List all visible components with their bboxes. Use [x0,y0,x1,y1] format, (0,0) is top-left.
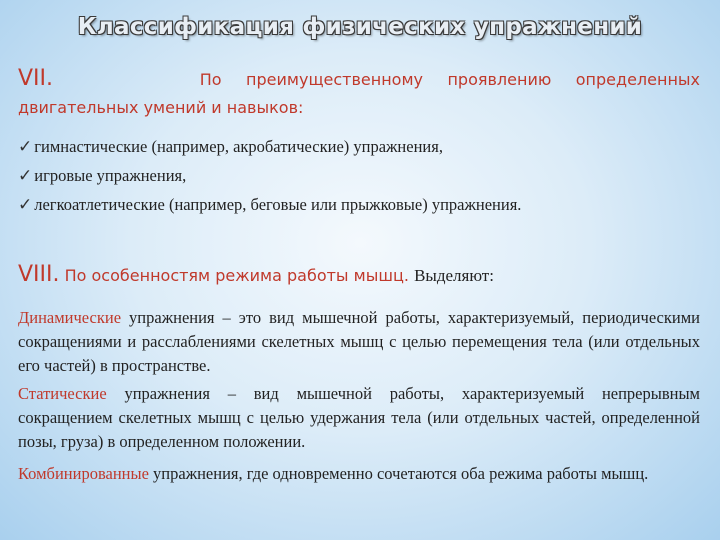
paragraph-text: упражнения – это вид мышечной работы, характеризуемый, периодическими сокращениями и расслаблениями скелетных мышц с целью перемещения тела (или отдельных его частей) в пространстве. [18,308,700,375]
list-item-text: игровые упражнения, [34,166,187,185]
term-static: Статические [18,384,107,403]
paragraph-text: упражнения – вид мышечной работы, характеризуемый непрерывным сокращением скелетных мышц с целью удержания тела (или отдельных частей, определенной позы, груза) в определенном положении. [18,384,700,451]
section-8-heading [18,262,700,287]
list-item [18,132,708,161]
paragraph-text: упражнения, где одновременно сочетаются оба режима работы мышц. [148,464,649,483]
section-8-heading-text: По особенностям режима работы мышц. [64,266,409,285]
list-item-text: легкоатлетические (например, беговые или прыжковые) упражнения. [34,195,522,214]
section-8-numeral: VIII. [18,262,60,287]
paragraph-static [18,382,700,454]
paragraph-combined [18,462,700,486]
section-7-heading-line2: двигательных умений и навыков: [18,98,304,117]
page-title: Классификация физических упражнений [77,14,643,40]
list-item [18,190,708,219]
checkmark-icon: ✓ [18,137,33,157]
list-item-text: гимнастические (например, акробатические) упражнения, [34,137,443,156]
list-item [18,161,708,190]
section-7-heading [18,66,700,91]
checkmark-icon: ✓ [18,195,33,215]
term-dynamic: Динамические [18,308,122,327]
paragraph-dynamic [18,306,700,378]
checkmark-icon: ✓ [18,166,33,186]
section-7-heading-line1: По преимущественному проявлению определенных [199,70,701,89]
section-8-lead: Выделяют: [414,266,494,285]
section-7-numeral: VII. [18,66,54,91]
section-7-list [18,132,708,219]
term-combined: Комбинированные [18,464,149,483]
